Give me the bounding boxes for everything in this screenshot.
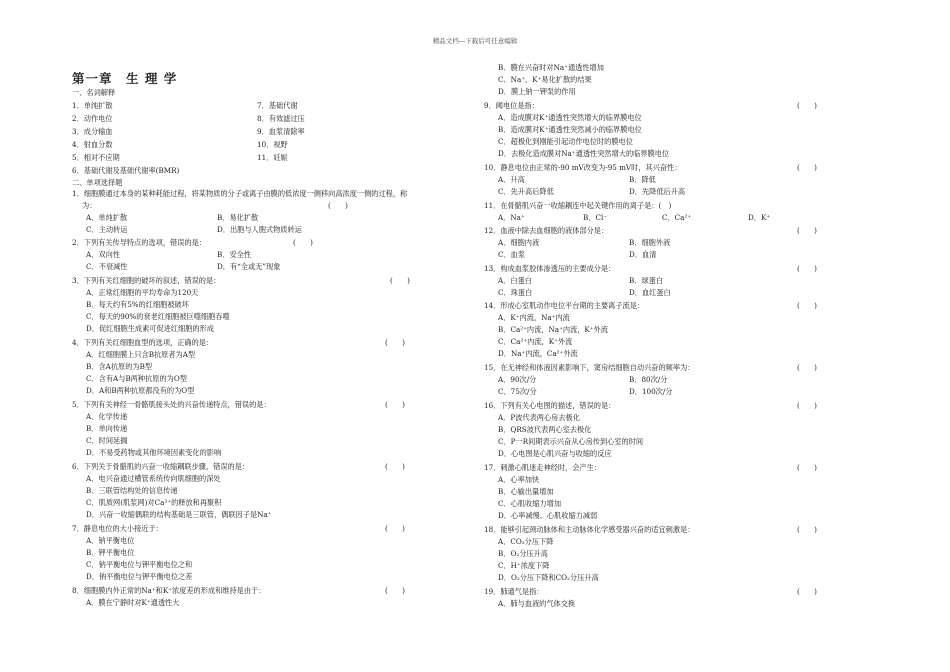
option: A．Na⁺ xyxy=(498,213,525,222)
option: C．Ca²⁺ xyxy=(662,213,692,222)
option: B．80次/分 xyxy=(629,375,668,384)
option: A．白蛋白 xyxy=(498,276,532,285)
option: B．安全性 xyxy=(217,250,252,259)
option: B．Cl⁻ xyxy=(583,213,608,222)
option: B．造成膜对K⁺通透性突然减小的临界膜电位 xyxy=(498,125,642,134)
term-item: 1．单纯扩散 xyxy=(72,101,113,110)
option: D．血红蛋白 xyxy=(629,288,671,297)
answer-blank: ( ) xyxy=(385,586,405,595)
option: D．A和B两种抗原都没有的为O型 xyxy=(86,386,195,395)
term-item: 8．有效滤过压 xyxy=(257,114,305,123)
question-text: 18．能够引起颈动脉体和主动脉体化学感受器兴奋的适宜刺激是： xyxy=(484,525,695,534)
option: B．Ca²⁺内流，Na⁺内流，K⁺外流 xyxy=(498,325,608,334)
question-text: 15．在无神经和体液因素影响下，窦房结细胞自动兴奋的频率为： xyxy=(484,363,695,372)
option: A．90次/分 xyxy=(498,375,537,384)
option: D．促红细胞生成素可促进红细胞的形成 xyxy=(86,324,214,333)
term-item: 9．血浆清除率 xyxy=(257,127,305,136)
option: D．血清 xyxy=(629,250,657,259)
option: C．珠蛋白 xyxy=(498,288,533,297)
option: A．双向性 xyxy=(86,250,120,259)
option: D．K⁺ xyxy=(748,213,771,222)
option: A．造成膜对K⁺通透性突然增大的临界膜电位 xyxy=(498,113,642,122)
option: C．H⁺浓度下降 xyxy=(498,561,550,570)
section-heading: 一、名词解释 xyxy=(72,88,116,97)
option: A．P波代表两心房去极化 xyxy=(498,413,580,422)
question-text: 2．下列有关传导特点的选项，错误的是： xyxy=(72,238,206,247)
option: C．钠平衡电位与钾平衡电位之和 xyxy=(86,560,193,569)
answer-blank: ( ) xyxy=(797,264,817,273)
option: C．Na⁺、K⁺易化扩散的结果 xyxy=(498,75,592,84)
option: B．细胞外液 xyxy=(629,238,671,247)
option: B．心输出量增加 xyxy=(498,487,554,496)
answer-blank: ( ) xyxy=(293,238,313,247)
option: C．超极化到刚能引起动作电位时的膜电位 xyxy=(498,137,633,146)
option: C．Ca²⁺内流，K⁺外流 xyxy=(498,337,573,346)
option: D．先降低后升高 xyxy=(629,187,686,196)
question-text: 7．静息电位的大小接近于： xyxy=(72,524,163,533)
option: C．主动转运 xyxy=(86,225,128,234)
term-item: 7．基础代谢 xyxy=(257,101,298,110)
question-text: 16．下列有关心电图的描述，错误的是： xyxy=(484,401,616,410)
question-text: 5．下列有关神经一骨骼肌接头处的兴奋传递特点，错误的是： xyxy=(72,400,271,409)
answer-blank: ( ) xyxy=(797,363,817,372)
option: A．细胞内液 xyxy=(498,238,540,247)
option: B．降低 xyxy=(629,175,656,184)
option: A．电兴奋通过横管系统传向肌细胞的深处 xyxy=(86,474,221,483)
option: C．含有A与B两种抗原的为O型 xyxy=(86,374,187,383)
option: D．出胞与人胞式物质转运 xyxy=(217,225,302,234)
answer-blank: ( ) xyxy=(385,462,405,471)
term-item: 5．相对不应期 xyxy=(72,153,120,162)
option: C．先升高后降低 xyxy=(498,187,554,196)
answer-blank: ( ) xyxy=(385,338,405,347)
term-item: 6．基础代谢及基础代谢率(BMR) xyxy=(72,166,180,175)
option: C．心肌收缩力增加 xyxy=(498,499,562,508)
question-text: 4．下列有关红细胞血型的选项，正确的是： xyxy=(72,338,214,347)
option: D．兴奋一收缩偶联的结构基础是三联管，偶联因子是Na⁺ xyxy=(86,510,272,519)
question-text: 13．构成血浆胶体渗透压的主要成分是： xyxy=(484,264,616,273)
option: A．肺与血液的气体交换 xyxy=(498,599,576,608)
option: B．三联管结构处的信息传递 xyxy=(86,486,178,495)
question-text: 10．静息电位由正常的-90 mV改变为-95 mV时，其兴奋性： xyxy=(484,163,682,172)
answer-blank: ( ) xyxy=(797,525,817,534)
option: C．时间延搁 xyxy=(86,436,128,445)
question-text: 8．细胞膜内外正常的Na⁺和K⁺浓度差的形成和维持是由于： xyxy=(72,586,266,595)
option: D．不易受药物或其他环境因素变化的影响 xyxy=(86,448,222,457)
question-text: 3．下列有关红细胞的破坏的叙述，错误的是： xyxy=(72,276,221,285)
option: C．P一R间期表示兴奋从心房传到心室的时间 xyxy=(498,437,644,446)
question-text: 9．阈电位是指： xyxy=(484,101,539,110)
option: D．去极化造成膜对Na⁺通透性突然增大的临界膜电位 xyxy=(498,149,670,158)
option: B．单向传递 xyxy=(86,424,128,433)
option: D．O₂分压下降和CO₂分压升高 xyxy=(498,573,599,582)
option: A．CO₂分压下降 xyxy=(498,537,554,546)
option: C．血浆 xyxy=(498,250,526,259)
answer-blank: ( ) xyxy=(328,201,348,210)
question-text: 6．下列关于骨骼肌的兴奋一收缩耦联步骤，错误的是： xyxy=(72,462,250,471)
question-text: 11．在骨骼肌兴奋一收缩耦连中起关键作用的离子是：( ) xyxy=(484,201,672,210)
question-text: 为： xyxy=(82,201,97,210)
question-text: 12．血液中除去血细胞的液体部分是： xyxy=(484,226,609,235)
option: B．膜在兴奋时对Na⁺通透性增加 xyxy=(498,63,604,72)
option: A．红细胞膜上只含B抗原者为A型 xyxy=(86,350,196,359)
option: B．每天约有5%的红细胞被破坏 xyxy=(86,300,189,309)
option: C．75次/分 xyxy=(498,387,537,396)
option: D．100次/分 xyxy=(629,387,673,396)
page-header: 精品文档---下载后可任意编辑 xyxy=(432,37,518,45)
question-text: 19．肺通气是指： xyxy=(484,587,544,596)
answer-blank: ( ) xyxy=(385,524,405,533)
option: D．有“全或无”现象 xyxy=(217,262,281,271)
chapter-title: 第一章 生 理 学 xyxy=(72,71,178,86)
option: C．肌质网(肌浆网)对Ca²⁺的释放和再聚积 xyxy=(86,498,222,507)
section-heading: 二、单项选择题 xyxy=(72,178,123,187)
option: D．心电图是心肌兴奋与收缩的反应 xyxy=(498,449,612,458)
term-item: 3．成分输血 xyxy=(72,127,113,136)
option: A．钠平衡电位 xyxy=(86,536,135,545)
option: A．膜在宁静时对K⁺通透性大 xyxy=(86,598,180,607)
option: B．钾平衡电位 xyxy=(86,548,135,557)
answer-blank: ( ) xyxy=(385,400,405,409)
option: B．QRS波代表两心室去极化 xyxy=(498,425,592,434)
term-item: 10．视野 xyxy=(257,140,288,149)
option: A．K⁺内流，Na⁺内流 xyxy=(498,313,570,322)
answer-blank: ( ) xyxy=(797,163,817,172)
question-text: 17．刺激心肌迷走神经时，会产生： xyxy=(484,463,601,472)
answer-blank: ( ) xyxy=(797,587,817,596)
answer-blank: ( ) xyxy=(797,101,817,110)
option: B．O₂分压升高 xyxy=(498,549,548,558)
option: D．Na⁺内流，Ca²⁺外流 xyxy=(498,349,578,358)
answer-blank: ( ) xyxy=(797,301,817,310)
option: B．含A抗原的为B型 xyxy=(86,362,153,371)
option: D．钠平衡电位与钾平衡电位之差 xyxy=(86,572,193,581)
option: A．单纯扩散 xyxy=(86,213,128,222)
question-text: 1．细胞膜通过本身的某种耗能过程，将某物质的分子或离子由膜的低浓度一侧移向高浓度一侧的过程，称 xyxy=(72,189,408,198)
option: C．不衰减性 xyxy=(86,262,128,271)
option: D．膜上钠一钾泵的作用 xyxy=(498,87,576,96)
answer-blank: ( ) xyxy=(797,401,817,410)
option: A．正常红细胞的平均寿命为120天 xyxy=(86,288,199,297)
answer-blank: ( ) xyxy=(797,226,817,235)
option: B．球蛋白 xyxy=(629,276,664,285)
option: B．易化扩散 xyxy=(217,213,259,222)
option: C．每天的90%的衰老红细胞被巨噬细胞吞噬 xyxy=(86,312,230,321)
answer-blank: ( ) xyxy=(797,463,817,472)
answer-blank: ( ) xyxy=(390,276,410,285)
option: D．心率减慢、心肌收缩力减弱 xyxy=(498,511,598,520)
option: A．化学传递 xyxy=(86,412,128,421)
question-text: 14．形成心室肌动作电位平台期的主要离子流是： xyxy=(484,301,645,310)
option: A．升高 xyxy=(498,175,525,184)
term-item: 4．射血分数 xyxy=(72,140,113,149)
term-item: 2．动作电位 xyxy=(72,114,113,123)
option: A．心率加快 xyxy=(498,475,540,484)
term-item: 11．妊娠 xyxy=(257,153,288,162)
